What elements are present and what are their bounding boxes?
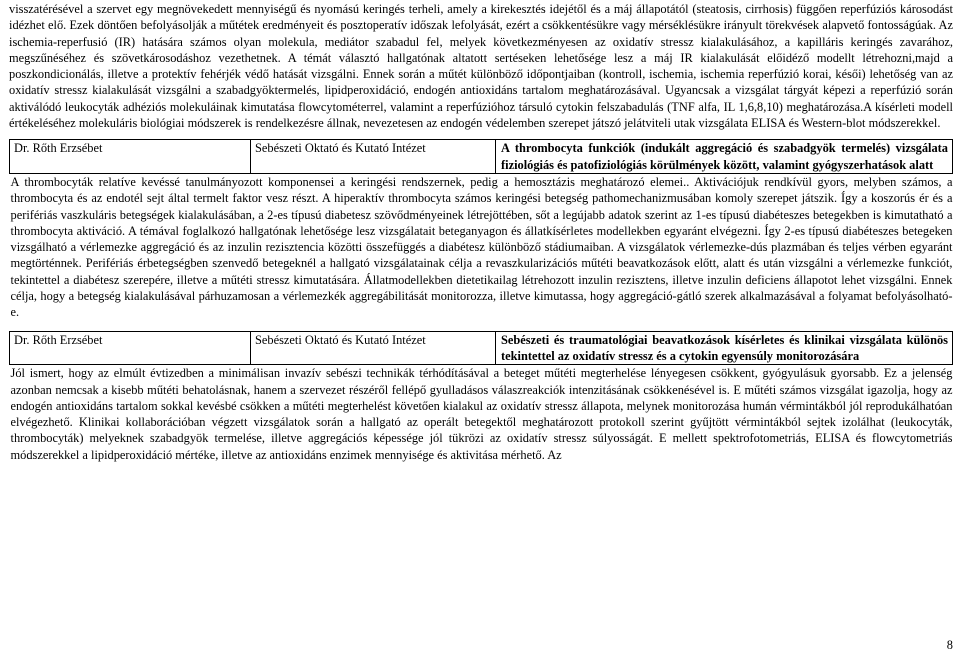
topic-title-cell: A thrombocyta funkciók (indukált aggregáció és szabadgyök termelés) vizsgálata fiziológiás és patofiziológiás körülmények között, valamint gyógyszerhatások alatt: [496, 140, 953, 174]
supervisor-cell: Dr. Rőth Erzsébet: [10, 331, 251, 365]
topic-table-2: [9, 331, 953, 463]
intro-paragraph: visszatérésével a szervet egy megnövekedett mennyiségű és nyomású keringés terheli, amely a kirekesztés idejétől és a máj állapotától (steatosis, cirrhosis) függően reperfúziós károsodást idézhet elő. Ezek döntően befolyásolják a műtétek eredményeit és posztoperatív időszak lefolyását, ezért a csökkentésükre vagy mérséklésükre irányult törekvések alapvető fontosságúak. Az ischemia-reperfusió (IR) hatására számos olyan molekula, mediátor szabadul fel, melyek következményesen az oxidatív stressz kialakulásához, a kapilláris keringés zavarához, megszűnéséhez és szövetkárosodáshoz vezethetnek. A témát választó hallgatónak altatott sertéseken lehetősége lesz a máj IR kialakulását előidéző modellt létrehozni,majd a poszkondicionálás, illetve a protektív fehérjék védő hatását vizsgálni. Ennek során a műtét különböző időpontjaiban (kontroll, ischemia, ischemia reperfúzió korai, késői) lehetőség van az oxidatív stressz kialakulását vizsgálni a szabadgyöktermelés, lipidperoxidáció, endogén antioxidáns tartalom meghatározásával. Ugyancsak a vizsgálat tárgyát képezi a reperfúzió során aktiválódó leukocyták adhéziós molekuláinak kimutatása flowcytométerrel, valamint a reperfúzióhoz társuló cytokin felszabadulás (TNF alfa, IL 1,6,8,10) meghatározása.A kísérleti modell értékeléséhez molekuláris biológiai módszerek is rendelkezésre állnak, nevezetesen az endogén védelemben szerepet játszó jelátviteli utak vizsgálata ELISA és Western-blot módszerekkel.: [9, 2, 953, 131]
topic-description: A thrombocyták relatíve kevéssé tanulmányozott komponensei a keringési rendszernek, pedig a hemosztázis meghatározó elemei.. Aktivációjuk rendkívül gyors, melyben számos, a thrombocyta és az endotél sejt által termelt faktor vesz részt. A hiperaktív thrombocyta számos keringési betegség pathomechanizmusában komoly szerepet játszik. Így a koszorús ér és a perifériás vaszkuláris betegségek kialakulásában, a 2-es típusú diabetesz szövődményeinek létrejöttében, sőt a legújabb adatok szerint az 1-es típusú diabéteszes betegekben is kimutatható a thrombocyta aktiváció. A témával foglalkozó hallgatónak lehetősége lesz vizsgálatait beteganyagon és állatkísérletes modellekben egyaránt elvégezni. Így 2-es típusú diabéteszes betegeken vizsgálható a vérlemezke aggregáció és az inzulin rezisztencia közötti összefüggés a diabétesz különböző stádiumaiban. A vizsgálatok vérlemezke-dús plazmában és teljes vérben egyaránt megtörténnek. Perifériás érbetegségben szenvedő betegeknél a hallgató vizsgálatainak célja a revaszkularizációs műtéti beavatkozások előtt, alatt és után vizsgálni a vérlemezke funkciót, tekintettel a diabétesz szerepére, illetve a műtéti stressz kimutatására. Állatmodellekben dietetikailag létrehozott inzulin rezisztens, illetve inzulin deficiens állapotot lehet vizsgálni. Ennek célja, hogy a betegség kialakulásával párhuzamosan a vérlemezkék aggregábilitását monitorozza, illetve kimutassa, hogy aggregáció-gátló szerek alkalmazásával a folyamat befolyásolható-e.: [10, 174, 953, 320]
institute-cell: Sebészeti Oktató és Kutató Intézet: [251, 140, 496, 174]
topic-description: Jól ismert, hogy az elmúlt évtizedben a minimálisan invazív sebészi technikák térhódításával a beteget műtéti megterhelése lényegesen csökkent, gyógyulásuk gyorsabb. Ez a jelenség azonban nemcsak a kisebb műtéti behatolásnak, hanem a szervezet részéről fellépő gyulladásos válaszreakciók intenzitásának csökkenésével is. E műtéti számos vizsgálat igazolja, hogy az endogén antioxidáns tartalom sokkal kevésbé csökken a műtéti megterhelést követően kialakul az oxidatív stressz állapota, melynek monitorozása humán vérmintákból jól reprodukálhatóan elvégezhető. Klinikai kollaborációban végzett vizsgálatok során a hallgató az operált betegektől meghatározott protokoll szerint gyűjtött vérmintákból sejtek izolálhat (leukocyták, thrombocyták) melyeknek szabadgyök termelése, illetve aggregációs képessége jól tükrözi az oxidatív stressz súlyosságát. E mellett spektrofotometriás, ELISA és flowcytometriás módszerekkel a lipidperoxidáció mértéke, illetve az antioxidáns enzimek mennyisége és aktivitása mérhető. Az: [10, 366, 953, 462]
document-page: [9, 0, 953, 463]
topic-title-cell: Sebészeti és traumatológiai beavatkozások kísérletes és klinikai vizsgálata különös tekintettel az oxidatív stressz és a cytokin egyensúly monitorozására: [496, 331, 953, 365]
page-number: 8: [946, 638, 953, 652]
topic-table-1: [9, 139, 953, 320]
institute-cell: Sebészeti Oktató és Kutató Intézet: [251, 331, 496, 365]
supervisor-cell: Dr. Rőth Erzsébet: [10, 140, 251, 174]
